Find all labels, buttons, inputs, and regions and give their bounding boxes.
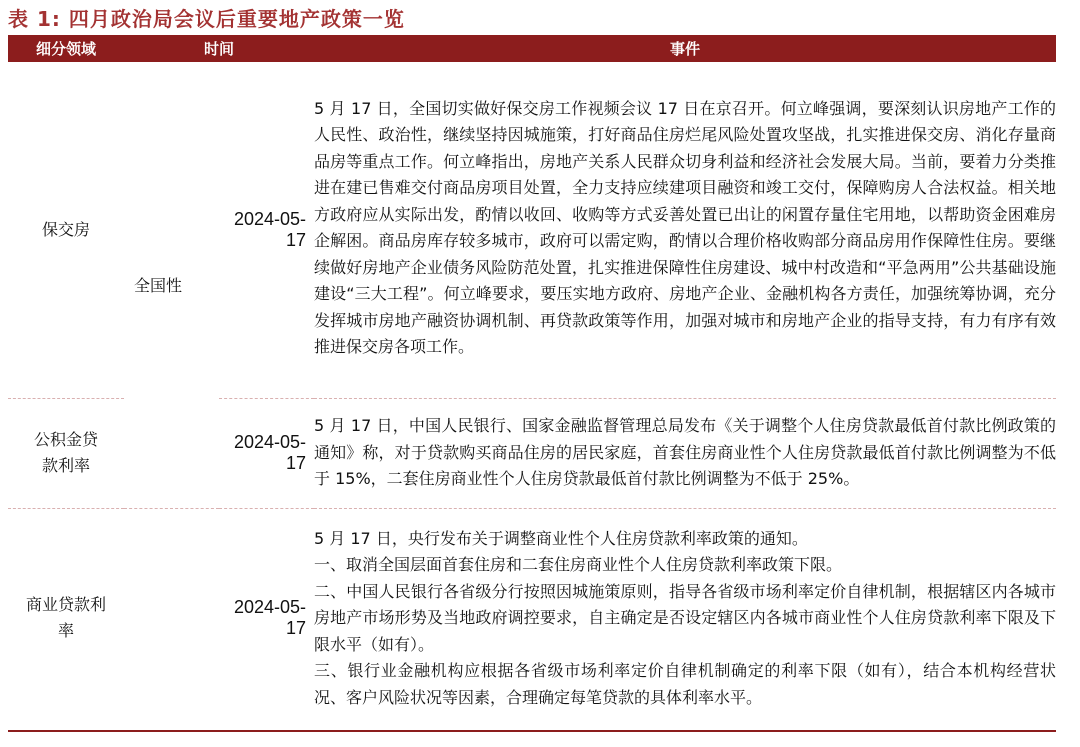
table-title: 表 1: 四月政治局会议后重要地产政策一览 (8, 7, 405, 31)
area-cell: 全国性 (124, 62, 219, 508)
row-date-text: 2024-05-17 (233, 208, 307, 250)
row-category-text: 公积金贷款利率 (34, 430, 99, 475)
table-row (8, 508, 1056, 728)
header-row (8, 35, 1056, 62)
table-bottom-rule (8, 730, 1056, 732)
event-paragraph: 5 月 17 日，中国人民银行、国家金融监督管理总局发布《关于调整个人住房贷款最低首付款比例政策的通知》称，对于贷款购买商品住房的居民家庭，首套住房商业性个人住房贷款最低首付款比例调整为不低于 15%，二套住房商业性个人住房贷款最低首付款比例调整为不低于 25%。 (314, 416, 1057, 489)
row-date (219, 398, 314, 508)
row-category-text: 商业贷款利率 (26, 595, 107, 641)
event-paragraph: 5 月 17 日，全国切实做好保交房工作视频会议 17 日在京召开。何立峰强调，要深刻认识房地产工作的人民性、政治性，继续坚持因城施策，打好商品住房烂尾风险处置攻坚战，扎实推进保交房、消化存量商品房等重点工作。何立峰指出，房地产关系人民群众切身利益和经济社会发展大局。当前，要着力分类推进在建已售难交付商品房项目处置，全力支持应续建项目融资和竣工交付，保障购房人合法权益。相关地方政府应从实际出发，酌情以收回、收购等方式妥善处置已出让的闲置存量住宅用地，以帮助资金困难房企解困。商品房库存较多城市，政府可以需定购，酌情以合理价格收购部分商品房用作保障性住房。要继续做好房地产企业债务风险防范处置，扎实推进保障性住房建设、城中村改造和“平急两用”公共基础设施建设“三大工程”。何立峰要求，要压实地方政府、房地产企业、金融机构各方责任，加强统筹协调，充分发挥城市房地产融资协调机制、再贷款政策等作用，加强对城市和房地产企业的指导支持，有力有序有效推进保交房各项工作。 (314, 98, 1057, 357)
row-category (8, 508, 124, 728)
event-paragraph: 二、中国人民银行各省级分行按照因城施策原则，指导各省级市场利率定价自律机制，根据辖区内各城市房地产市场形势及当地政府调控要求，自主确定是否设定辖区内各城市商业性个人住房贷款利率下限及下限水平（如有）。 (314, 581, 1057, 654)
header-date: 时间 (124, 35, 314, 62)
row-event (314, 398, 1056, 508)
event-paragraph: 三、银行业金融机构应根据各省级市场利率定价自律机制确定的利率下限（如有），结合本机构经营状况、客户风险状况等因素，合理确定每笔贷款的具体利率水平。 (314, 661, 1057, 707)
row-event (314, 508, 1056, 728)
row-date-text: 2024-05-17 (233, 597, 307, 639)
row-event (314, 62, 1056, 398)
row-category (8, 398, 124, 508)
table-row (8, 62, 1056, 398)
row-date (219, 508, 314, 728)
area-empty (124, 508, 219, 728)
header-event: 事件 (314, 35, 1056, 62)
policy-table (8, 35, 1056, 728)
header-category: 细分领域 (8, 35, 124, 62)
row-date (219, 62, 314, 398)
event-paragraph: 一、取消全国层面首套住房和二套住房商业性个人住房贷款利率政策下限。 (314, 555, 843, 574)
event-paragraph: 5 月 17 日，央行发布关于调整商业性个人住房贷款利率政策的通知。 (314, 528, 808, 548)
row-date-text: 2024-05-17 (233, 432, 307, 473)
row-category: 保交房 (8, 62, 124, 398)
